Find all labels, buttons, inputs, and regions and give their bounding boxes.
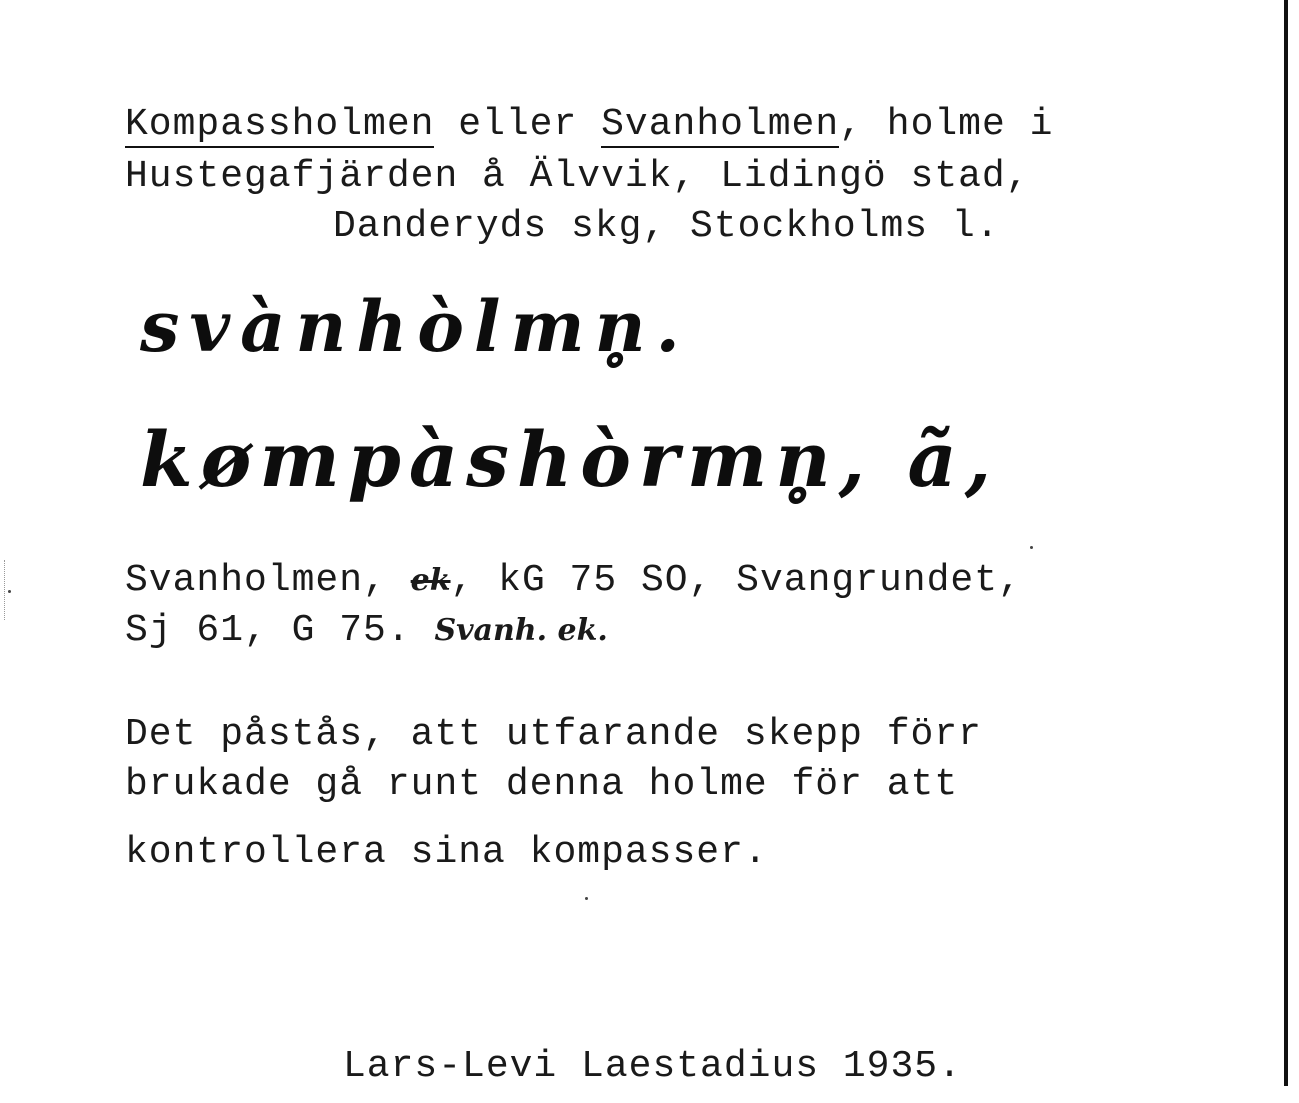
card-edge [1284,0,1288,1086]
connector-word: eller [458,103,578,146]
sources-handwritten-note: Svanh. ek. [434,613,608,648]
signature: Lars-Levi Laestadius 1935. [343,1045,962,1088]
sources-line-1-rest: , kG 75 SO, Svangrundet, [450,559,1022,602]
sources-line-2 [125,606,608,656]
sources-line-1 [125,556,1022,606]
note-line-3: kontrollera sina kompasser. [125,831,768,874]
header-line-3: Danderyds skg, Stockholms l. [333,205,1000,248]
note-line-2: brukade gå runt denna holme för att [125,763,959,806]
header-line-1-rest: , holme i [839,103,1054,146]
phonetic-line-2: kømpàshòrmn̥, ã, [140,415,1000,504]
sources-line-2-typed: Sj 61, G 75. [125,609,435,652]
scan-speck [585,897,588,900]
place-name-alt: Svanholmen [601,103,840,146]
scan-speck [8,590,11,593]
header-line-2: Hustegafjärden å Älvvik, Lidingö stad, [125,155,1030,198]
scan-speck [1030,546,1033,549]
note-line-1: Det påstås, att utfarande skepp förr [125,713,982,756]
place-name-primary: Kompassholmen [125,103,435,146]
header-line-1 [125,100,1053,150]
sources-name: Svanholmen, [125,559,411,602]
struck-abbreviation: ek [410,563,451,598]
phonetic-line-1: svànhòlmn̥. [140,285,690,368]
